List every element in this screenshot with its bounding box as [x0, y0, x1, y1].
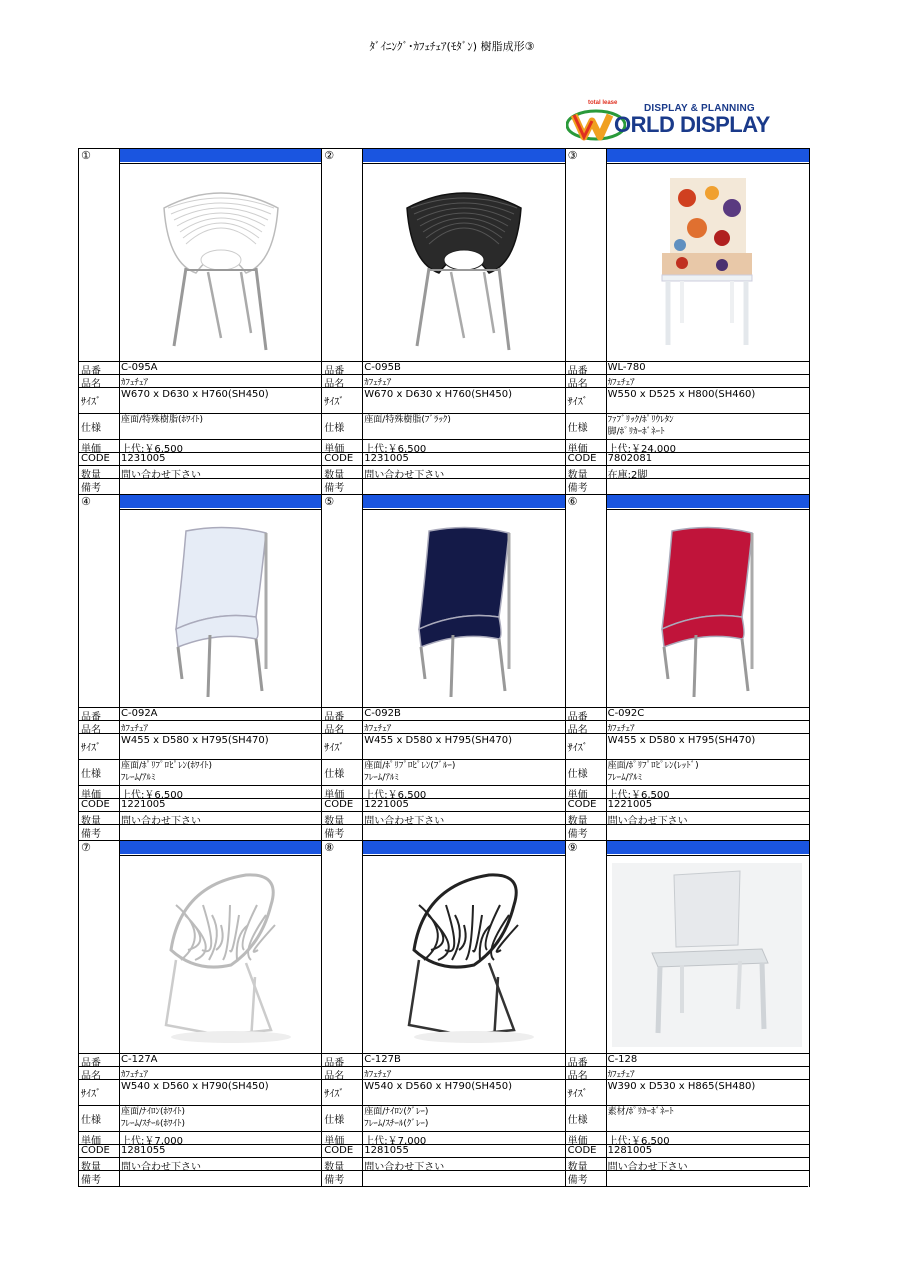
label-hinmei: 品名 [324, 725, 345, 736]
row-spec [566, 1105, 809, 1132]
label-size: ｻｲｽﾞ [567, 397, 588, 408]
row-hinmei [79, 374, 322, 388]
value-price: 上代:￥7,000 [121, 1136, 183, 1147]
product-card [565, 148, 810, 495]
value-hinmei: ｶﾌｪﾁｪｱ [121, 378, 149, 388]
value-size: W540 x D560 x H790(SH450) [121, 1081, 269, 1092]
value-spec: 座面/特殊樹脂(ﾎﾜｲﾄ) [121, 415, 204, 425]
header-bar [362, 149, 565, 162]
row-note [566, 478, 809, 492]
row-hinban [566, 361, 809, 375]
value-qty: 問い合わせ下さい [607, 816, 688, 827]
logo-small-text: total lease [588, 100, 618, 106]
value-price: 上代:￥6,500 [121, 790, 183, 801]
value-hinban: C-127A [121, 1054, 158, 1065]
row-hinmei [566, 1066, 809, 1080]
label-hinmei: 品名 [81, 1071, 101, 1082]
row-spec [566, 413, 809, 440]
label-size: ｻｲｽﾞ [81, 1089, 101, 1100]
value-hinmei: ｶﾌｪﾁｪｱ [364, 378, 392, 388]
item-number: ⑦ [81, 841, 91, 854]
label-note: 備考 [81, 829, 101, 840]
row-price [79, 1131, 322, 1145]
value-hinban: C-092A [121, 708, 158, 719]
label-code: CODE [567, 453, 597, 464]
row-hinban [566, 1053, 809, 1067]
label-price: 単価 [81, 1136, 101, 1147]
value-hinmei: ｶﾌｪﾁｪｱ [364, 1070, 392, 1080]
label-spec: 仕様 [81, 423, 101, 434]
label-hinban: 品番 [81, 712, 101, 723]
row-price [322, 785, 565, 799]
label-hinban: 品番 [567, 366, 588, 377]
label-hinmei: 品名 [324, 1071, 345, 1082]
row-hinban [566, 707, 809, 721]
value-qty: 問い合わせ下さい [121, 816, 201, 827]
value-price: 上代:￥6,500 [364, 444, 427, 455]
row-price [566, 785, 809, 799]
label-price: 単価 [567, 444, 588, 455]
value-code: 1221005 [121, 799, 166, 810]
label-note: 備考 [324, 829, 345, 840]
row-hinmei [322, 374, 565, 388]
product-card [565, 840, 810, 1187]
label-note: 備考 [324, 1175, 345, 1186]
row-code [79, 452, 322, 466]
value-hinmei: ｶﾌｪﾁｪｱ [607, 1070, 635, 1080]
header-bar [119, 841, 322, 854]
label-hinban: 品番 [324, 366, 345, 377]
row-hinban [322, 707, 565, 721]
logo-name: ORLD DISPLAY [614, 112, 770, 137]
row-spec [79, 759, 322, 786]
value-size: W390 x D530 x H865(SH480) [607, 1081, 756, 1092]
label-hinmei: 品名 [81, 379, 101, 390]
value-code: 1281005 [607, 1145, 653, 1156]
header-bar [119, 495, 322, 508]
item-number: ⑤ [324, 495, 335, 508]
label-qty: 数量 [81, 1162, 101, 1173]
row-size [566, 1079, 809, 1106]
row-spec [322, 1105, 565, 1132]
value-spec: 座面/ﾅｲﾛﾝ(ﾎﾜｲﾄ) ﾌﾚｰﾑ/ｽﾁｰﾙ(ﾎﾜｲﾄ) [121, 1107, 186, 1129]
label-code: CODE [567, 799, 597, 810]
lattice-chair-icon [362, 855, 565, 1054]
tom-vac-chair-icon [119, 163, 322, 362]
value-qty: 問い合わせ下さい [121, 1162, 201, 1173]
row-hinmei [79, 1066, 322, 1080]
label-qty: 数量 [81, 816, 101, 827]
row-qty [566, 811, 809, 825]
row-size [79, 1079, 322, 1106]
value-spec: ﾌｧﾌﾞﾘｯｸ/ﾎﾟﾘｳﾚﾀﾝ 脚/ﾎﾟﾘｶｰﾎﾞﾈｰﾄ [607, 415, 674, 437]
row-qty [79, 1157, 322, 1171]
value-hinmei: ｶﾌｪﾁｪｱ [607, 724, 635, 734]
row-code [79, 798, 322, 812]
label-hinban: 品番 [81, 1058, 101, 1069]
lattice-chair-icon [119, 855, 322, 1054]
row-qty [566, 1157, 809, 1171]
row-size [79, 387, 322, 414]
clear-chair-icon [606, 855, 809, 1054]
label-hinban: 品番 [324, 1058, 345, 1069]
item-number: ② [324, 149, 335, 162]
label-code: CODE [81, 799, 110, 810]
label-spec: 仕様 [567, 1115, 588, 1126]
value-hinban: C-127B [364, 1054, 401, 1065]
row-note [566, 824, 809, 838]
value-hinmei: ｶﾌｪﾁｪｱ [121, 1070, 149, 1080]
value-size: W540 x D560 x H790(SH450) [364, 1081, 512, 1092]
row-spec [79, 1105, 322, 1132]
row-spec [79, 413, 322, 440]
row-price [322, 1131, 565, 1145]
value-hinban: C-095A [121, 362, 158, 373]
row-hinmei [79, 720, 322, 734]
value-code: 7802081 [607, 453, 653, 464]
header-bar [362, 841, 565, 854]
value-spec: 座面/ﾎﾟﾘﾌﾟﾛﾋﾟﾚﾝ(ﾚｯﾄﾞ) ﾌﾚｰﾑ/ｱﾙﾐ [607, 761, 699, 783]
row-code [566, 1144, 809, 1158]
label-code: CODE [81, 1145, 110, 1156]
value-hinban: C-092B [364, 708, 401, 719]
value-code: 1221005 [364, 799, 409, 810]
value-spec: 座面/ﾅｲﾛﾝ(ｸﾞﾚｰ) ﾌﾚｰﾑ/ｽﾁｰﾙ(ｸﾞﾚｰ) [364, 1107, 429, 1129]
value-code: 1221005 [607, 799, 653, 810]
row-code [79, 1144, 322, 1158]
label-note: 備考 [567, 829, 588, 840]
value-qty: 問い合わせ下さい [607, 1162, 688, 1173]
ribbon-chair-icon [362, 509, 565, 708]
header-bar [606, 841, 809, 854]
label-size: ｻｲｽﾞ [324, 743, 345, 754]
value-hinban: C-128 [607, 1054, 638, 1065]
label-qty: 数量 [567, 816, 588, 827]
row-note [322, 824, 565, 838]
ribbon-chair-icon [606, 509, 809, 708]
value-hinmei: ｶﾌｪﾁｪｱ [364, 724, 392, 734]
value-hinmei: ｶﾌｪﾁｪｱ [121, 724, 149, 734]
label-hinmei: 品名 [567, 379, 588, 390]
row-hinmei [322, 1066, 565, 1080]
label-note: 備考 [567, 483, 588, 494]
label-price: 単価 [81, 444, 101, 455]
row-spec [322, 759, 565, 786]
value-size: W670 x D630 x H760(SH450) [364, 389, 512, 400]
label-price: 単価 [324, 1136, 345, 1147]
label-code: CODE [567, 1145, 597, 1156]
row-spec [566, 759, 809, 786]
item-number: ① [81, 149, 91, 162]
label-qty: 数量 [567, 1162, 588, 1173]
value-spec: 座面/特殊樹脂(ﾌﾞﾗｯｸ) [364, 415, 451, 425]
item-number: ④ [81, 495, 91, 508]
label-code: CODE [324, 799, 354, 810]
value-price: 上代:￥6,500 [607, 790, 670, 801]
row-price [79, 785, 322, 799]
value-code: 1231005 [364, 453, 409, 464]
label-price: 単価 [324, 790, 345, 801]
row-code [322, 452, 565, 466]
value-hinban: C-092C [607, 708, 645, 719]
label-hinban: 品番 [81, 366, 101, 377]
label-qty: 数量 [81, 470, 101, 481]
product-card [78, 148, 322, 495]
label-size: ｻｲｽﾞ [567, 743, 588, 754]
row-note [79, 478, 322, 492]
value-size: W455 x D580 x H795(SH470) [364, 735, 512, 746]
label-price: 単価 [81, 790, 101, 801]
header-bar [119, 149, 322, 162]
row-size [566, 387, 809, 414]
label-qty: 数量 [567, 470, 588, 481]
label-spec: 仕様 [324, 1115, 345, 1126]
product-card [321, 494, 565, 841]
label-spec: 仕様 [81, 1115, 101, 1126]
value-code: 1281055 [121, 1145, 166, 1156]
row-note [79, 824, 322, 838]
value-hinban: C-095B [364, 362, 401, 373]
label-spec: 仕様 [567, 423, 588, 434]
label-hinban: 品番 [567, 712, 588, 723]
row-hinmei [322, 720, 565, 734]
label-code: CODE [324, 453, 354, 464]
row-qty [322, 1157, 565, 1171]
row-size [322, 733, 565, 760]
row-size [79, 733, 322, 760]
label-spec: 仕様 [324, 423, 345, 434]
value-qty: 問い合わせ下さい [364, 470, 445, 481]
label-hinban: 品番 [324, 712, 345, 723]
row-size [566, 733, 809, 760]
label-size: ｻｲｽﾞ [324, 1089, 345, 1100]
row-qty [79, 811, 322, 825]
label-qty: 数量 [324, 816, 345, 827]
value-price: 上代:￥6,500 [364, 790, 427, 801]
label-spec: 仕様 [324, 769, 345, 780]
tom-vac-chair-icon [362, 163, 565, 362]
row-note [322, 1170, 565, 1184]
product-card [78, 840, 322, 1187]
label-price: 単価 [324, 444, 345, 455]
label-hinmei: 品名 [81, 725, 101, 736]
row-price [79, 439, 322, 453]
label-qty: 数量 [324, 1162, 345, 1173]
product-card [321, 148, 565, 495]
row-qty [79, 465, 322, 479]
label-price: 単価 [567, 790, 588, 801]
label-note: 備考 [81, 483, 101, 494]
label-note: 備考 [81, 1175, 101, 1186]
row-code [566, 452, 809, 466]
label-spec: 仕様 [81, 769, 101, 780]
row-price [566, 439, 809, 453]
row-size [322, 387, 565, 414]
logo-tagline: DISPLAY & PLANNING [644, 103, 755, 114]
value-spec: 素材/ﾎﾟﾘｶｰﾎﾞﾈｰﾄ [607, 1107, 674, 1117]
header-bar [606, 495, 809, 508]
row-hinban [322, 361, 565, 375]
value-qty: 問い合わせ下さい [364, 1162, 445, 1173]
row-code [322, 1144, 565, 1158]
item-number: ⑥ [567, 495, 578, 508]
label-hinmei: 品名 [324, 379, 345, 390]
value-size: W455 x D580 x H795(SH470) [121, 735, 269, 746]
row-price [322, 439, 565, 453]
label-note: 備考 [567, 1175, 588, 1186]
row-spec [322, 413, 565, 440]
item-number: ⑧ [324, 841, 335, 854]
label-qty: 数量 [324, 470, 345, 481]
row-hinban [322, 1053, 565, 1067]
value-hinban: WL-780 [607, 362, 646, 373]
row-qty [566, 465, 809, 479]
value-size: W670 x D630 x H760(SH450) [121, 389, 269, 400]
product-card [78, 494, 322, 841]
label-spec: 仕様 [567, 769, 588, 780]
upholstered-chair-icon [606, 163, 809, 362]
row-price [566, 1131, 809, 1145]
row-hinban [79, 361, 322, 375]
label-hinmei: 品名 [567, 725, 588, 736]
value-price: 上代:￥6,500 [607, 1136, 670, 1147]
row-note [566, 1170, 809, 1184]
row-size [322, 1079, 565, 1106]
row-qty [322, 811, 565, 825]
label-hinmei: 品名 [567, 1071, 588, 1082]
value-size: W550 x D525 x H800(SH460) [607, 389, 756, 400]
value-size: W455 x D580 x H795(SH470) [607, 735, 756, 746]
world-display-logo [566, 100, 806, 140]
value-price: 上代:￥7,000 [364, 1136, 427, 1147]
row-note [322, 478, 565, 492]
item-number: ③ [567, 149, 578, 162]
value-spec: 座面/ﾎﾟﾘﾌﾟﾛﾋﾟﾚﾝ(ﾌﾞﾙｰ) ﾌﾚｰﾑ/ｱﾙﾐ [364, 761, 456, 783]
header-bar [606, 149, 809, 162]
label-note: 備考 [324, 483, 345, 494]
value-hinmei: ｶﾌｪﾁｪｱ [607, 378, 635, 388]
label-code: CODE [324, 1145, 354, 1156]
label-code: CODE [81, 453, 110, 464]
label-size: ｻｲｽﾞ [81, 743, 101, 754]
label-size: ｻｲｽﾞ [567, 1089, 588, 1100]
label-size: ｻｲｽﾞ [324, 397, 345, 408]
label-price: 単価 [567, 1136, 588, 1147]
row-hinmei [566, 720, 809, 734]
value-qty: 在庫:2脚 [607, 470, 648, 481]
row-qty [322, 465, 565, 479]
value-price: 上代:￥6,500 [121, 444, 183, 455]
value-price: 上代:￥24,000 [607, 444, 676, 455]
header-bar [362, 495, 565, 508]
label-hinban: 品番 [567, 1058, 588, 1069]
value-spec: 座面/ﾎﾟﾘﾌﾟﾛﾋﾟﾚﾝ(ﾎﾜｲﾄ) ﾌﾚｰﾑ/ｱﾙﾐ [121, 761, 213, 783]
product-sheet [78, 148, 808, 1186]
value-qty: 問い合わせ下さい [364, 816, 445, 827]
row-note [79, 1170, 322, 1184]
row-code [322, 798, 565, 812]
item-number: ⑨ [567, 841, 578, 854]
product-card [321, 840, 565, 1187]
row-hinban [79, 1053, 322, 1067]
product-card [565, 494, 810, 841]
row-code [566, 798, 809, 812]
sheet-bottom-border [78, 1186, 808, 1187]
row-hinmei [566, 374, 809, 388]
value-code: 1281055 [364, 1145, 409, 1156]
value-code: 1231005 [121, 453, 166, 464]
page-title: ﾀﾞｲﾆﾝｸﾞ･ｶﾌｪﾁｪｱ(ﾓﾀﾞﾝ) 樹脂成形③ [369, 40, 535, 53]
label-size: ｻｲｽﾞ [81, 397, 101, 408]
row-hinban [79, 707, 322, 721]
ribbon-chair-icon [119, 509, 322, 708]
value-qty: 問い合わせ下さい [121, 470, 201, 481]
